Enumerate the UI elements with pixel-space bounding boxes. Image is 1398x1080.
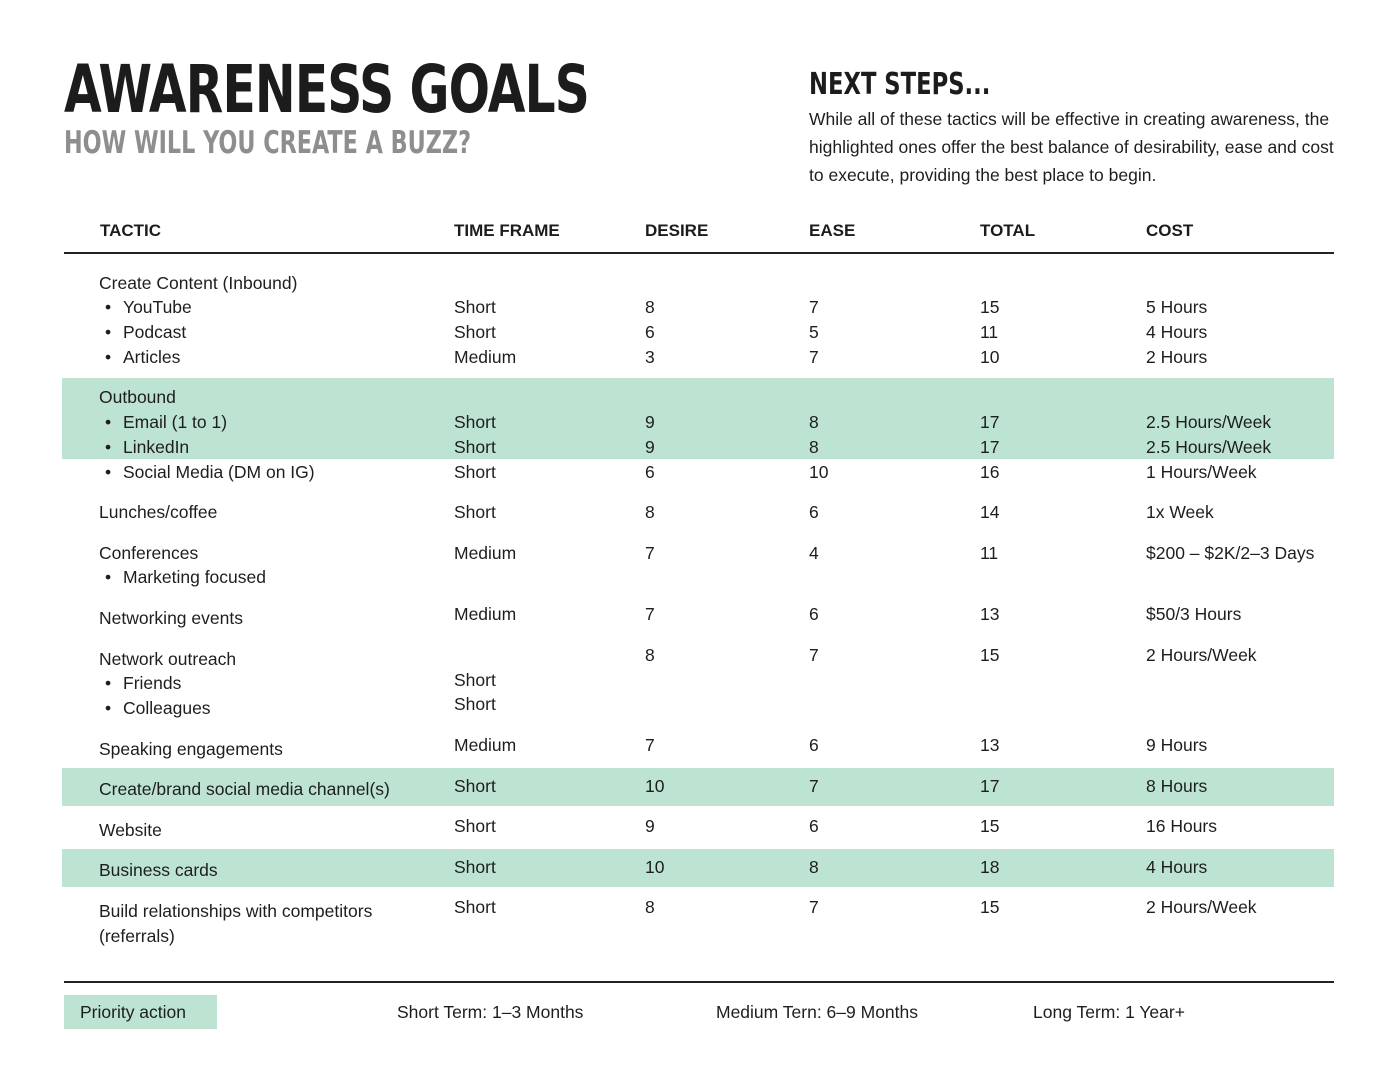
tactic-cell: Website: [99, 820, 162, 840]
col-header-ease: EASE: [809, 221, 856, 240]
tactic-cell: Podcast: [123, 322, 187, 342]
bullet-icon: •: [105, 437, 112, 457]
desire-cell: 6: [645, 462, 655, 482]
desire-cell: 8: [645, 645, 655, 665]
ease-cell: 6: [809, 502, 819, 522]
col-header-time-frame: TIME FRAME: [454, 221, 560, 240]
col-header-total: TOTAL: [980, 221, 1036, 240]
ease-cell: 7: [809, 297, 819, 317]
cost-cell: 8 Hours: [1146, 776, 1208, 796]
total-cell: 18: [980, 857, 1000, 877]
col-header-desire: DESIRE: [645, 221, 709, 240]
col-header-cost: COST: [1146, 221, 1194, 240]
page-title: AWARENESS GOALS: [64, 51, 590, 128]
total-cell: 17: [980, 412, 1000, 432]
bullet-icon: •: [105, 673, 112, 693]
tactic-cell: LinkedIn: [123, 437, 190, 457]
ease-cell: 5: [809, 322, 819, 342]
ease-cell: 7: [809, 776, 819, 796]
priority-band-outbound: [62, 378, 1334, 459]
ease-cell: 6: [809, 735, 819, 755]
bullet-icon: •: [105, 412, 112, 432]
desire-cell: 6: [645, 322, 655, 342]
bullet-icon: •: [105, 567, 112, 587]
time-frame-cell: Medium: [454, 735, 517, 755]
tactic-cell: Conferences: [99, 543, 199, 563]
page-subtitle: HOW WILL YOU CREATE A BUZZ?: [64, 125, 472, 161]
desire-cell: 10: [645, 776, 665, 796]
tactic-cell: Create Content (Inbound): [99, 273, 298, 293]
time-frame-cell: Short: [454, 502, 496, 522]
ease-cell: 7: [809, 347, 819, 367]
desire-cell: 8: [645, 297, 655, 317]
ease-cell: 4: [809, 543, 819, 563]
tactic-cell: Social Media (DM on IG): [123, 462, 315, 482]
time-frame-cell: Short: [454, 816, 496, 836]
total-cell: 14: [980, 502, 1000, 522]
legend-short-term: Short Term: 1–3 Months: [397, 1002, 584, 1022]
tactic-cell: Business cards: [99, 860, 218, 880]
tactic-cell: Networking events: [99, 608, 243, 628]
tactic-cell: (referrals): [99, 926, 175, 946]
desire-cell: 9: [645, 437, 655, 457]
total-cell: 11: [980, 543, 999, 563]
tactic-cell: Build relationships with competitors: [99, 901, 373, 921]
ease-cell: 6: [809, 816, 819, 836]
priority-legend-swatch: Priority action: [64, 995, 217, 1029]
total-cell: 11: [980, 322, 999, 342]
tactic-cell: YouTube: [123, 297, 192, 317]
legend-long-term: Long Term: 1 Year+: [1033, 1002, 1185, 1022]
time-frame-cell: Short: [454, 670, 496, 690]
ease-cell: 7: [809, 897, 819, 917]
priority-band-business-cards: [62, 849, 1334, 887]
cost-cell: 2 Hours/Week: [1146, 645, 1257, 665]
time-frame-cell: Short: [454, 412, 496, 432]
total-cell: 13: [980, 735, 1000, 755]
next-steps-title: NEXT STEPS...: [809, 67, 991, 102]
time-frame-cell: Short: [454, 462, 496, 482]
tactic-cell: Friends: [123, 673, 182, 693]
tactic-cell: Colleagues: [123, 698, 211, 718]
desire-cell: 7: [645, 543, 655, 563]
cost-cell: $200 – $2K/2–3 Days: [1146, 543, 1315, 563]
desire-cell: 8: [645, 897, 655, 917]
time-frame-cell: Short: [454, 322, 496, 342]
cost-cell: 16 Hours: [1146, 816, 1218, 836]
total-cell: 16: [980, 462, 1000, 482]
desire-cell: 9: [645, 412, 655, 432]
desire-cell: 8: [645, 502, 655, 522]
bullet-icon: •: [105, 462, 112, 482]
desire-cell: 3: [645, 347, 655, 367]
tactic-cell: Lunches/coffee: [99, 502, 218, 522]
cost-cell: 1 Hours/Week: [1146, 462, 1257, 482]
tactic-cell: Network outreach: [99, 649, 237, 669]
time-frame-cell: Short: [454, 297, 496, 317]
total-cell: 17: [980, 776, 1000, 796]
time-frame-cell: Short: [454, 694, 496, 714]
tactic-cell: Outbound: [99, 387, 176, 407]
bullet-icon: •: [105, 698, 112, 718]
total-cell: 15: [980, 645, 1000, 665]
cost-cell: 2 Hours: [1146, 347, 1208, 367]
legend-medium-term: Medium Tern: 6–9 Months: [716, 1002, 919, 1022]
cost-cell: 2 Hours/Week: [1146, 897, 1257, 917]
time-frame-cell: Medium: [454, 543, 517, 563]
tactic-cell: Marketing focused: [123, 567, 266, 587]
time-frame-cell: Short: [454, 776, 496, 796]
cost-cell: 2.5 Hours/Week: [1146, 412, 1272, 432]
cost-cell: $50/3 Hours: [1146, 604, 1242, 624]
time-frame-cell: Short: [454, 897, 496, 917]
cost-cell: 1x Week: [1146, 502, 1214, 522]
cost-cell: 4 Hours: [1146, 322, 1208, 342]
time-frame-cell: Medium: [454, 604, 517, 624]
next-steps-text: While all of these tactics will be effective in creating awareness, the highlighted ones offer the best balance of desirability, ease and cost to execute, providing the best place to begin.: [809, 109, 1334, 185]
bullet-icon: •: [105, 297, 112, 317]
header-rule: [64, 252, 1334, 254]
ease-cell: 7: [809, 645, 819, 665]
ease-cell: 8: [809, 437, 819, 457]
cost-cell: 2.5 Hours/Week: [1146, 437, 1272, 457]
bullet-icon: •: [105, 347, 112, 367]
col-header-tactic: TACTIC: [100, 221, 162, 240]
bullet-icon: •: [105, 322, 112, 342]
total-cell: 15: [980, 297, 1000, 317]
tactic-cell: Create/brand social media channel(s): [99, 779, 390, 799]
desire-cell: 7: [645, 604, 655, 624]
time-frame-cell: Short: [454, 437, 496, 457]
cost-cell: 5 Hours: [1146, 297, 1208, 317]
desire-cell: 10: [645, 857, 665, 877]
total-cell: 10: [980, 347, 1000, 367]
desire-cell: 9: [645, 816, 655, 836]
total-cell: 17: [980, 437, 1000, 457]
footer-rule: [64, 981, 1334, 983]
desire-cell: 7: [645, 735, 655, 755]
ease-cell: 10: [809, 462, 829, 482]
total-cell: 13: [980, 604, 1000, 624]
total-cell: 15: [980, 897, 1000, 917]
ease-cell: 8: [809, 412, 819, 432]
cost-cell: 4 Hours: [1146, 857, 1208, 877]
ease-cell: 6: [809, 604, 819, 624]
cost-cell: 9 Hours: [1146, 735, 1208, 755]
tactic-cell: Speaking engagements: [99, 739, 283, 759]
tactic-cell: Email (1 to 1): [123, 412, 228, 432]
total-cell: 15: [980, 816, 1000, 836]
time-frame-cell: Medium: [454, 347, 517, 367]
tactic-cell: Articles: [123, 347, 181, 367]
time-frame-cell: Short: [454, 857, 496, 877]
ease-cell: 8: [809, 857, 819, 877]
